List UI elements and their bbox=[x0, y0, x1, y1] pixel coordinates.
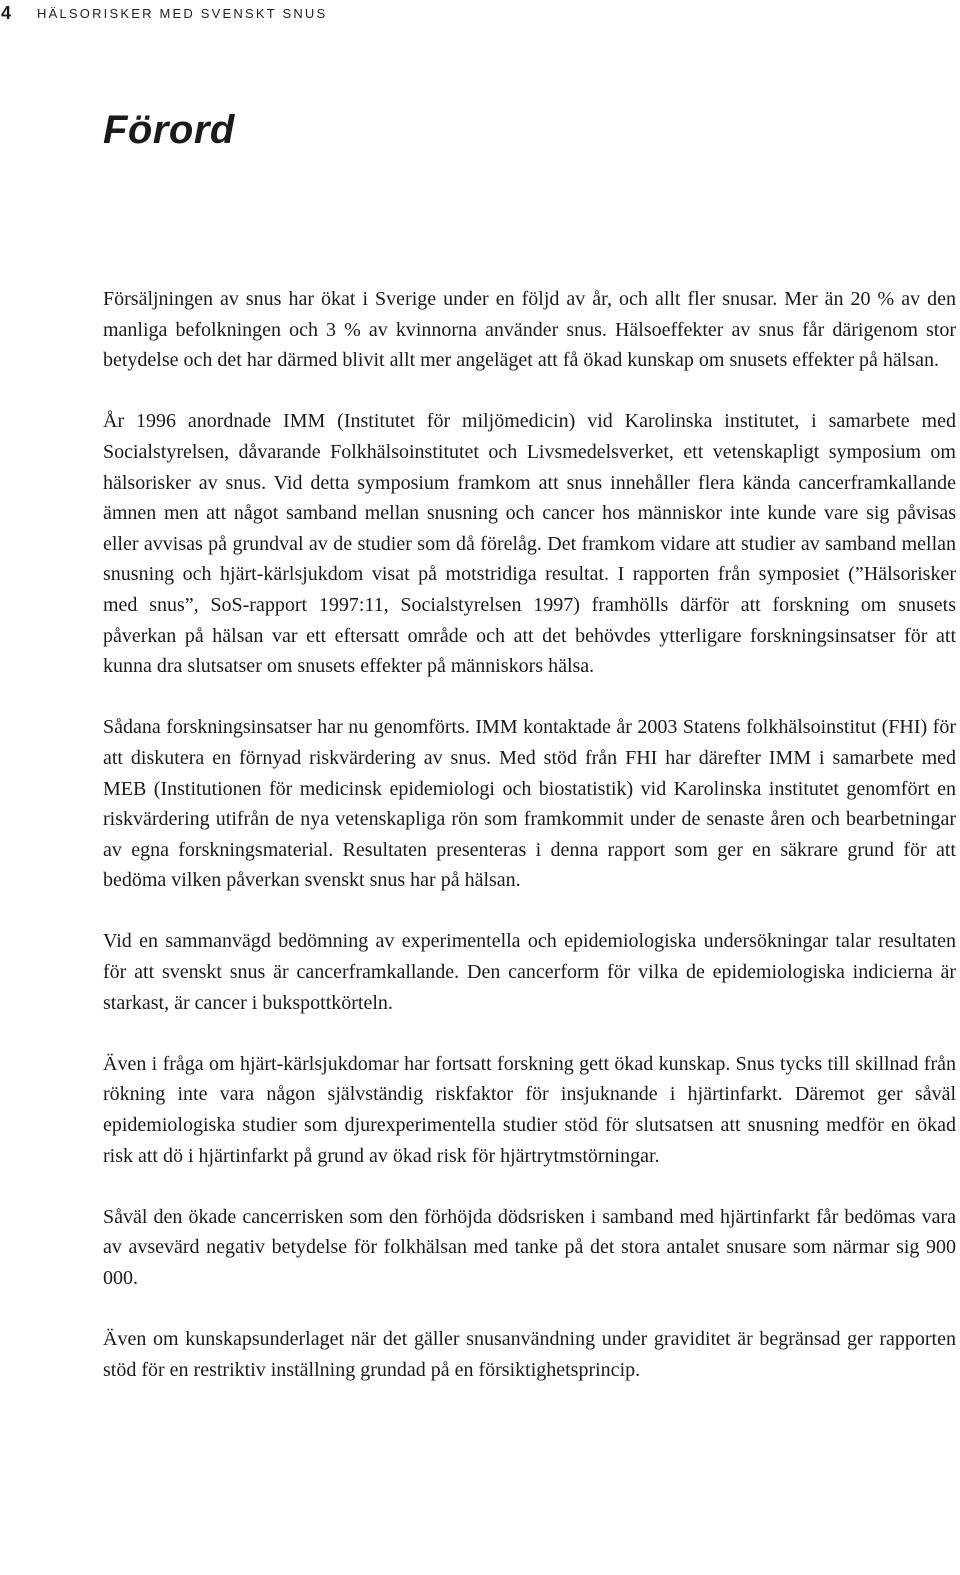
paragraph: Vid en sammanvägd bedömning av experimentella och epidemiologiska undersökningar talar resultaten för att svenskt snus är cancerframkallande. Den cancerform för vilka de epidemiologiska indicierna är starkast, är cancer i bukspottkörteln. bbox=[103, 930, 956, 1014]
paragraph: Såväl den ökade cancerrisken som den förhöjda dödsrisken i samband med hjärtinfarkt får bedömas vara av avsevärd negativ betydelse för folkhälsan med tanke på det stora antalet snusare som närmar sig 900 000. bbox=[103, 1205, 956, 1289]
paragraph: Även om kunskapsunderlaget när det gäller snusanvändning under graviditet är begränsad ger rapporten stöd för en restriktiv inställning grundad på en försiktighetsprincip. bbox=[103, 1328, 956, 1381]
paragraph: Även i fråga om hjärt-kärlsjukdomar har fortsatt forskning gett ökad kunskap. Snus tycks till skillnad från rökning inte vara någon självständig riskfaktor för insjuknande i hjärtinfarkt. Däremot ger såväl epidemiologiska studier som djurexperimentella studier stöd för slutsatsen att snusning medför en ökad risk att dö i hjärtinfarkt på grund av ökad risk för hjärtrytmstörningar. bbox=[103, 1052, 956, 1167]
paragraph: Sådana forskningsinsatser har nu genomförts. IMM kontaktade år 2003 Statens folkhälsoinstitut (FHI) för att diskutera en förnyad riskvärdering av snus. Med stöd från FHI har därefter IMM i samarbete med MEB (Institutionen för medicinsk epidemiologi och biostatistik) vid Karolinska institutet genomfört en riskvärdering utifrån de nya vetenskapliga rön som framkommit under de senaste åren och bearbetningar av egna forskningsmaterial. Resultaten presenteras i denna rapport som ger en säkrare grund för att bedöma vilken påverkan svenskt snus har på hälsan. bbox=[103, 716, 956, 892]
running-title: HÄLSORISKER MED SVENSKT SNUS bbox=[37, 5, 328, 21]
body-text bbox=[103, 284, 956, 1416]
page-header bbox=[0, 0, 327, 26]
paragraph: År 1996 anordnade IMM (Institutet för miljömedicin) vid Karolinska institutet, i samarbete med Socialstyrelsen, dåvarande Folkhälsoinstitutet och Livsmedelsverket, ett vetenskapligt symposium om hälsorisker av snus. Vid detta symposium framkom att snus innehåller flera kända cancerframkallande ämnen men att något samband mellan snusning och cancer hos människor inte kunde vare sig påvisas eller avvisas på grundval av de studier som då förelåg. Det framkom vidare att studier av samband mellan snusning och hjärt-kärlsjukdom visat på motstridiga resultat. I rapporten från symposiet (”Hälsorisker med snus”, SoS-rapport 1997:11, Socialstyrelsen 1997) framhölls därför att forskning om snusets påverkan på hälsan var ett eftersatt område och att det behövdes ytterligare forskningsinsatser för att kunna dra slutsatser om snusets effekter på människors hälsa. bbox=[103, 410, 956, 678]
page-number: 4 bbox=[1, 2, 12, 23]
paragraph: Försäljningen av snus har ökat i Sverige under en följd av år, och allt fler snusar. Mer än 20 % av den manliga befolkningen och 3 % av kvinnorna använder snus. Hälsoeffekter av snus får därigenom stor betydelse och det har därmed blivit allt mer angeläget att få ökad kunskap om snusets effekter på hälsan. bbox=[103, 288, 956, 372]
page-title: Förord bbox=[103, 108, 235, 152]
